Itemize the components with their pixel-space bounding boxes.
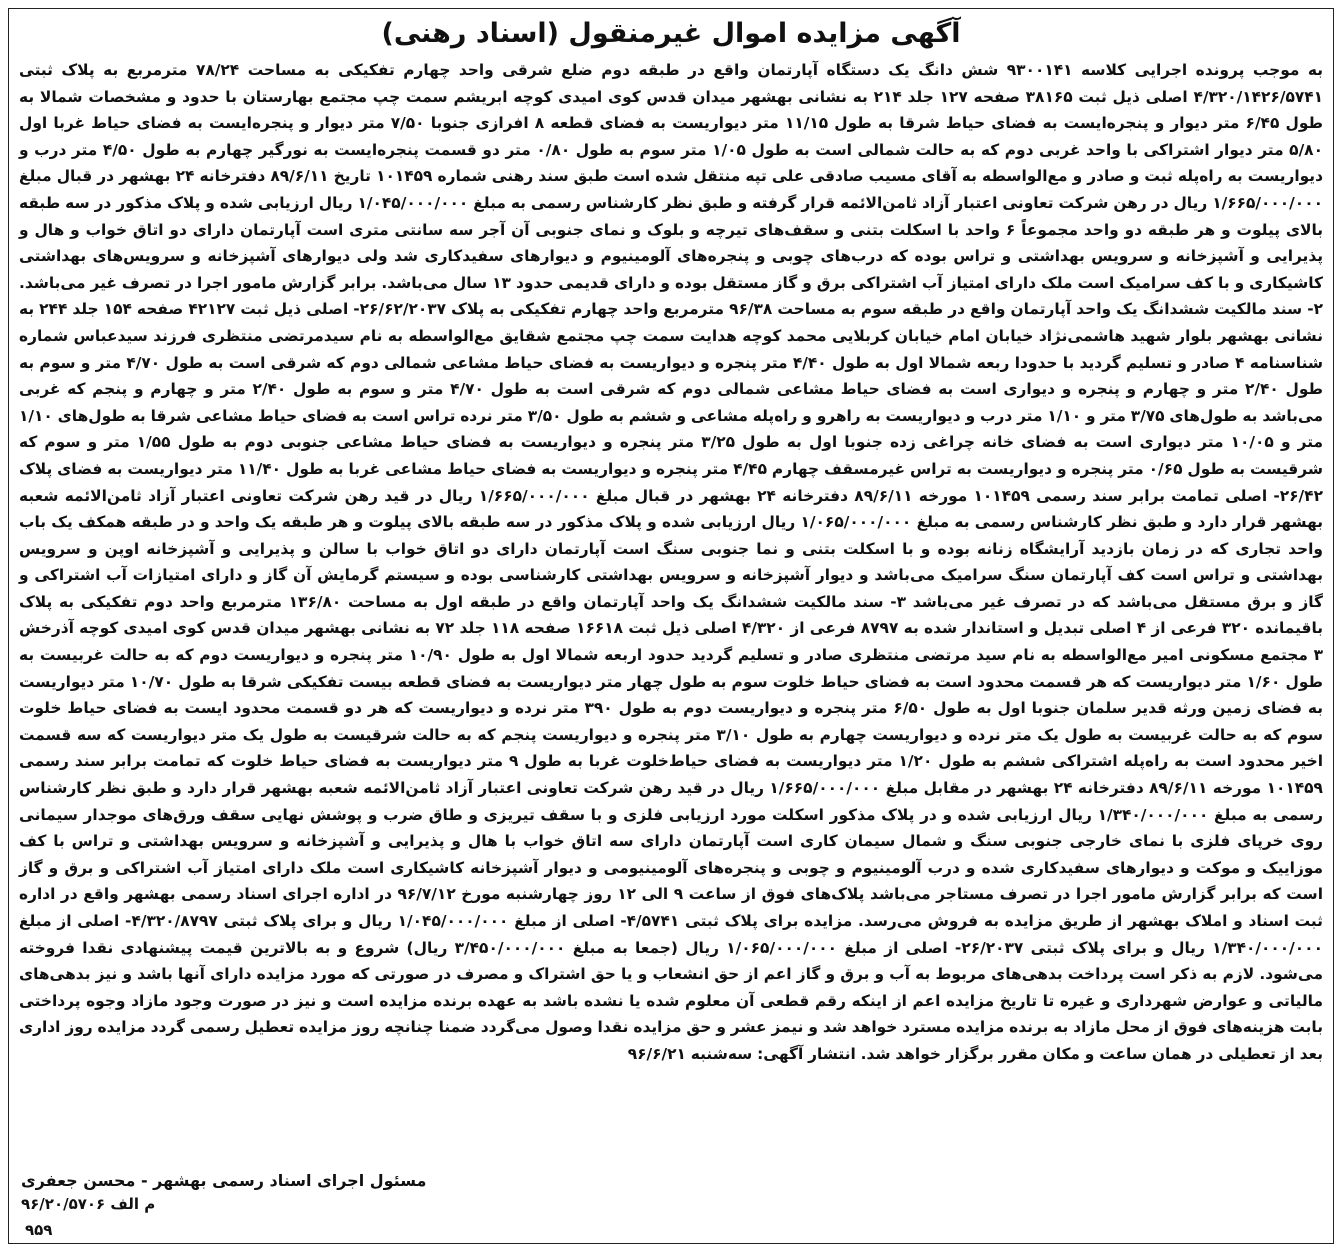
notice-frame xyxy=(8,8,1334,1244)
notice-body: به موجب پرونده اجرایی کلاسه ۹۳۰۰۱۴۱ شش دانگ یک دستگاه آپارتمان واقع در طبقه دوم ضلع شرقی واحد چهارم تفکیکی به مساحت ۷۸/۲۴ مترمربع به پلاک ثبتی ۴/۳۲۰/۱۴۲۶/۵۷۴۱ اصلی ذیل ثبت ۳۸۱۶۵ صفحه ۱۲۷ جلد ۲۱۴ به نشانی بهشهر میدان قدس کوی امیدی کوچه ابریشم سمت چپ مجتمع بهارستان با حدود و مشخصات شمالا به طول ۶/۴۵ متر دیوار و پنجره‌ایست به فضای حیاط شرقا به طول ۱۱/۱۵ متر دیواریست به فضای قطعه ۸ افرازی جنوبا ۷/۵۰ متر دیوار و پنجره‌ایست به فضای حیاط غربا اول ۵/۸۰ متر دیوار اشتراکی با واحد غربی دوم که به حالت شمالی است به طول ۱/۰۵ متر سوم به طول ۰/۸۰ متر دو قسمت پنجره‌ایست به نورگیر چهارم به طول ۴/۵۰ متر درب و دیواریست به راه‌پله ثبت و صادر و مع‌الواسطه به آقای مسیب صادقی علی تپه منتقل شده است طبق سند رهنی شماره ۱۰۱۴۵۹ تاریخ ۸۹/۶/۱۱ دفترخانه ۲۴ بهشهر در قبال مبلغ ۱/۶۶۵/۰۰۰/۰۰۰ ریال در رهن شرکت تعاونی اعتبار آزاد ثامن‌الائمه قرار گرفته و طبق نظر کارشناس رسمی به مبلغ ۱/۰۴۵/۰۰۰/۰۰۰ ریال ارزیابی شده و پلاک مذکور در سه طبقه بالای پیلوت و هر طبقه دو واحد مجموعاً ۶ واحد با اسکلت بتنی و سقف‌های تیرچه و بلوک و نمای جنوبی آن آجر سه سانتی متری است آپارتمان دارای دو اتاق خواب و هال و پذیرایی و آشپزخانه و سرویس بهداشتی و تراس بوده که درب‌های چوبی و پنجره‌های آلومینیوم و دیوارهای سفیدکاری شد ولی دیوارهای آشپزخانه و سرویس‌های بهداشتی کاشیکاری و با کف سرامیک است ملک دارای امتیاز آب اشتراکی برق و گاز مستقل بوده و دارای قدیمی حدود ۱۳ سال می‌باشد. برابر گزارش مامور اجرا در تصرف غیر می‌باشد. ۲- سند مالکیت ششدانگ یک واحد آپارتمان واقع در طبقه سوم به مساحت ۹۶/۳۸ مترمربع واحد چهارم تفکیکی به پلاک ۲۶/۶۲/۲۰۳۷- اصلی ذیل ثبت ۴۲۱۲۷ صفحه ۱۵۴ جلد ۲۴۴ به نشانی بهشهر بلوار شهید هاشمی‌نژاد خیابان امام خیابان کربلایی محمد کوچه هدایت سمت چپ مجتمع شقایق مع‌الواسطه به نام سیدمرتضی منتظری فرزند سیدعباس شماره شناسنامه ۴ صادر و تسلیم گردید با حدودا ربعه شمالا اول به طول ۴/۴۰ متر پنجره و دیواریست به فضای حیاط مشاعی شمالی دوم که شرقی است به طول ۴/۷۰ متر و سوم به طول ۲/۴۰ متر و چهارم و پنجره و دیواری است به فضای حیاط مشاعی شمالی دوم که شرقی است به طول ۴/۷۰ متر و سوم به طول ۲/۴۰ متر و چهارم و پنجم که غربی می‌باشد به طول‌های ۳/۷۵ متر و ۱/۱۰ متر درب و دیواریست به راهرو و راه‌پله مشاعی و ششم به طول ۳/۵۰ متر نرده تراس است به فضای حیاط مشاعی شرقا به طول‌های ۱/۱۰ متر و ۱۰/۰۵ متر دیواری است به فضای خانه چراغی زده جنوبا اول به طول ۳/۲۵ متر پنجره و دیواریست به فضای حیاط مشاعی جنوبی دوم به طول ۱/۵۵ متر و سوم که شرقیست به طول ۰/۶۵ متر پنجره و دیواریست به تراس غیرمسقف چهارم ۴/۴۵ متر پنجره و دیواریست به فضای حیاط مشاعی غربا به طول ۱۱/۴۰ متر دیواریست به فضای پلاک ۲۶/۴۲- اصلی تمامت برابر سند رسمی ۱۰۱۴۵۹ مورخه ۸۹/۶/۱۱ دفترخانه ۲۴ بهشهر در قبال مبلغ ۱/۶۶۵/۰۰۰/۰۰۰ ریال در قید رهن شرکت تعاونی اعتبار آزاد ثامن‌الائمه شعبه بهشهر قرار دارد و طبق نظر کارشناس رسمی به مبلغ ۱/۰۶۵/۰۰۰/۰۰۰ ریال ارزیابی شده و پلاک مذکور در سه طبقه بالای پیلوت و هر طبقه یک واحد و در طبقه همکف یک باب واحد تجاری که در زمان بازدید آرایشگاه زنانه بوده و با اسکلت بتنی و نما جنوبی سنگ است آپارتمان دارای دو اتاق خواب با سالن و پذیرایی و آشپزخانه اوپن و سرویس بهداشتی و تراس است کف آپارتمان سنگ سرامیک می‌باشد و دیوار آشپزخانه و سرویس بهداشتی کارشناسی بوده و سیستم گرمایش آن گاز و دارای امتیازات آب اشتراکی و گاز و برق مستقل می‌باشد که در تصرف غیر می‌باشد ۳- سند مالکیت ششدانگ یک واحد آپارتمان واقع در طبقه اول به مساحت ۱۳۶/۸۰ مترمربع واحد دوم تفکیکی به پلاک باقیمانده ۳۲۰ فرعی از ۴ اصلی تبدیل و استاندار شده به ۸۷۹۷ فرعی از ۴/۳۲۰ اصلی ذیل ثبت ۱۶۶۱۸ صفحه ۱۱۸ جلد ۷۲ به نشانی بهشهر میدان قدس کوی امیدی کوچه آذرخش ۳ مجتمع مسکونی امیر مع‌الواسطه به نام سید مرتضی منتظری صادر و تسلیم گردید حدود اربعه شمالا اول به طول ۱۰/۹۰ متر پنجره و دیواریست دوم که به حالت غربیست به طول ۱/۶۰ متر دیواریست که هر قسمت محدود است به فضای حیاط خلوت سوم به طول چهار متر دیواریست به فضای قطعه بیست تفکیکی شرقا به طول ۱۰/۷۰ متر دیواریست به فضای زمین ورثه قدیر سلمان جنوبا اول به طول ۶/۵۰ متر پنجره و دیواریست دوم به طول ۳۹۰ متر نرده و دیواریست که هر دو قسمت محدود ایست به فضای حیاط خلوت سوم که به حالت غربیست به طول یک متر نرده و دیواریست چهارم به طول ۳/۱۰ متر پنجره و دیواریست پنجم که به حالت شرقیست به طول یک متر دیواریست که سه قسمت اخیر محدود است به راه‌پله اشتراکی ششم به طول ۱/۲۰ متر دیواریست به فضای حیاط‌خلوت غربا به طول ۹ متر دیواریست به فضای حیاط خلوت که تمامت برابر سند رسمی ۱۰۱۴۵۹ مورخه ۸۹/۶/۱۱ دفترخانه ۲۴ بهشهر در مقابل مبلغ ۱/۶۶۵/۰۰۰/۰۰۰ ریال در قید رهن شرکت تعاونی اعتبار آزاد ثامن‌الائمه شعبه بهشهر قرار دارد و طبق نظر کارشناس رسمی به مبلغ ۱/۳۴۰/۰۰۰/۰۰۰ ریال ارزیابی شده و در پلاک مذکور اسکلت مورد ارزیابی فلزی و با سقف تیریزی و طاق ضرب و پوشش نهایی سقف ورق‌های موجدار سیمانی روی خرپای فلزی با نمای خارجی جنوبی سنگ و شمال سیمان کاری است آپارتمان دارای سه اتاق خواب با هال و پذیرایی و آشپزخانه و سرویس بهداشتی و تراس با کف موزاییک و موکت و دیوارهای سفیدکاری شده و درب آلومینیوم و چوبی و پنجره‌های آلومینیومی و دیوار آشپزخانه کاشیکاری است ملک دارای امتیاز آب اشتراکی و برق و گاز است که برابر گزارش مامور اجرا در تصرف مستاجر می‌باشد پلاک‌های فوق از ساعت ۹ الی ۱۲ روز چهارشنبه مورخ ۹۶/۷/۱۲ در اداره اجرای اسناد رسمی بهشهر واقع در اداره ثبت اسناد و املاک بهشهر از طریق مزایده به فروش می‌رسد. مزایده برای پلاک ثبتی ۴/۵۷۴۱- اصلی از مبلغ ۱/۰۴۵/۰۰۰/۰۰۰ ریال و برای پلاک ثبتی ۴/۳۲۰/۸۷۹۷- اصلی از مبلغ ۱/۳۴۰/۰۰۰/۰۰۰ ریال و برای پلاک ثبتی ۲۶/۲۰۳۷- اصلی از مبلغ ۱/۰۶۵/۰۰۰/۰۰۰ ریال (جمعا به مبلغ ۳/۴۵۰/۰۰۰/۰۰۰ ریال) شروع و به بالاترین قیمت پیشنهادی نقدا فروخته می‌شود. لازم به ذکر است پرداخت بدهی‌های مربوط به آب و برق و گاز اعم از حق انشعاب و یا حق اشتراک و مصرف در صورتی که مورد مزایده دارای آنها باشد و نیز بدهی‌های مالیاتی و عوارض شهرداری و غیره تا تاریخ مزایده اعم از اینکه رقم قطعی آن معلوم شده یا نشده باشد به عهده برنده مزایده است و نیز در صورت وجود مازاد وجوه پرداختی بابت هزینه‌های فوق از محل مازاد به برنده مزایده مسترد خواهد شد و نیمز عشر و حق مزایده نقدا وصول می‌گردد ضمنا چنانچه روز مزایده تعطیل رسمی گردد مزایده روز اداری بعد از تعطیلی در همان ساعت و مکان مقرر برگزار خواهد شد. انتشار آگهی: سه‌شنبه ۹۶/۶/۲۱ xyxy=(19,61,1324,1063)
notice-title: آگهی مزایده اموال غیرمنقول (اسناد رهنی) xyxy=(381,18,961,49)
signature: مسئول اجرای اسناد رسمی بهشهر - محسن جعفری xyxy=(21,1171,427,1190)
reference-number: م الف ۹۶/۲۰/۵۷۰۶ xyxy=(21,1195,156,1213)
page-number: ۹۵۹ xyxy=(25,1221,53,1239)
signature-row xyxy=(21,1171,1321,1199)
